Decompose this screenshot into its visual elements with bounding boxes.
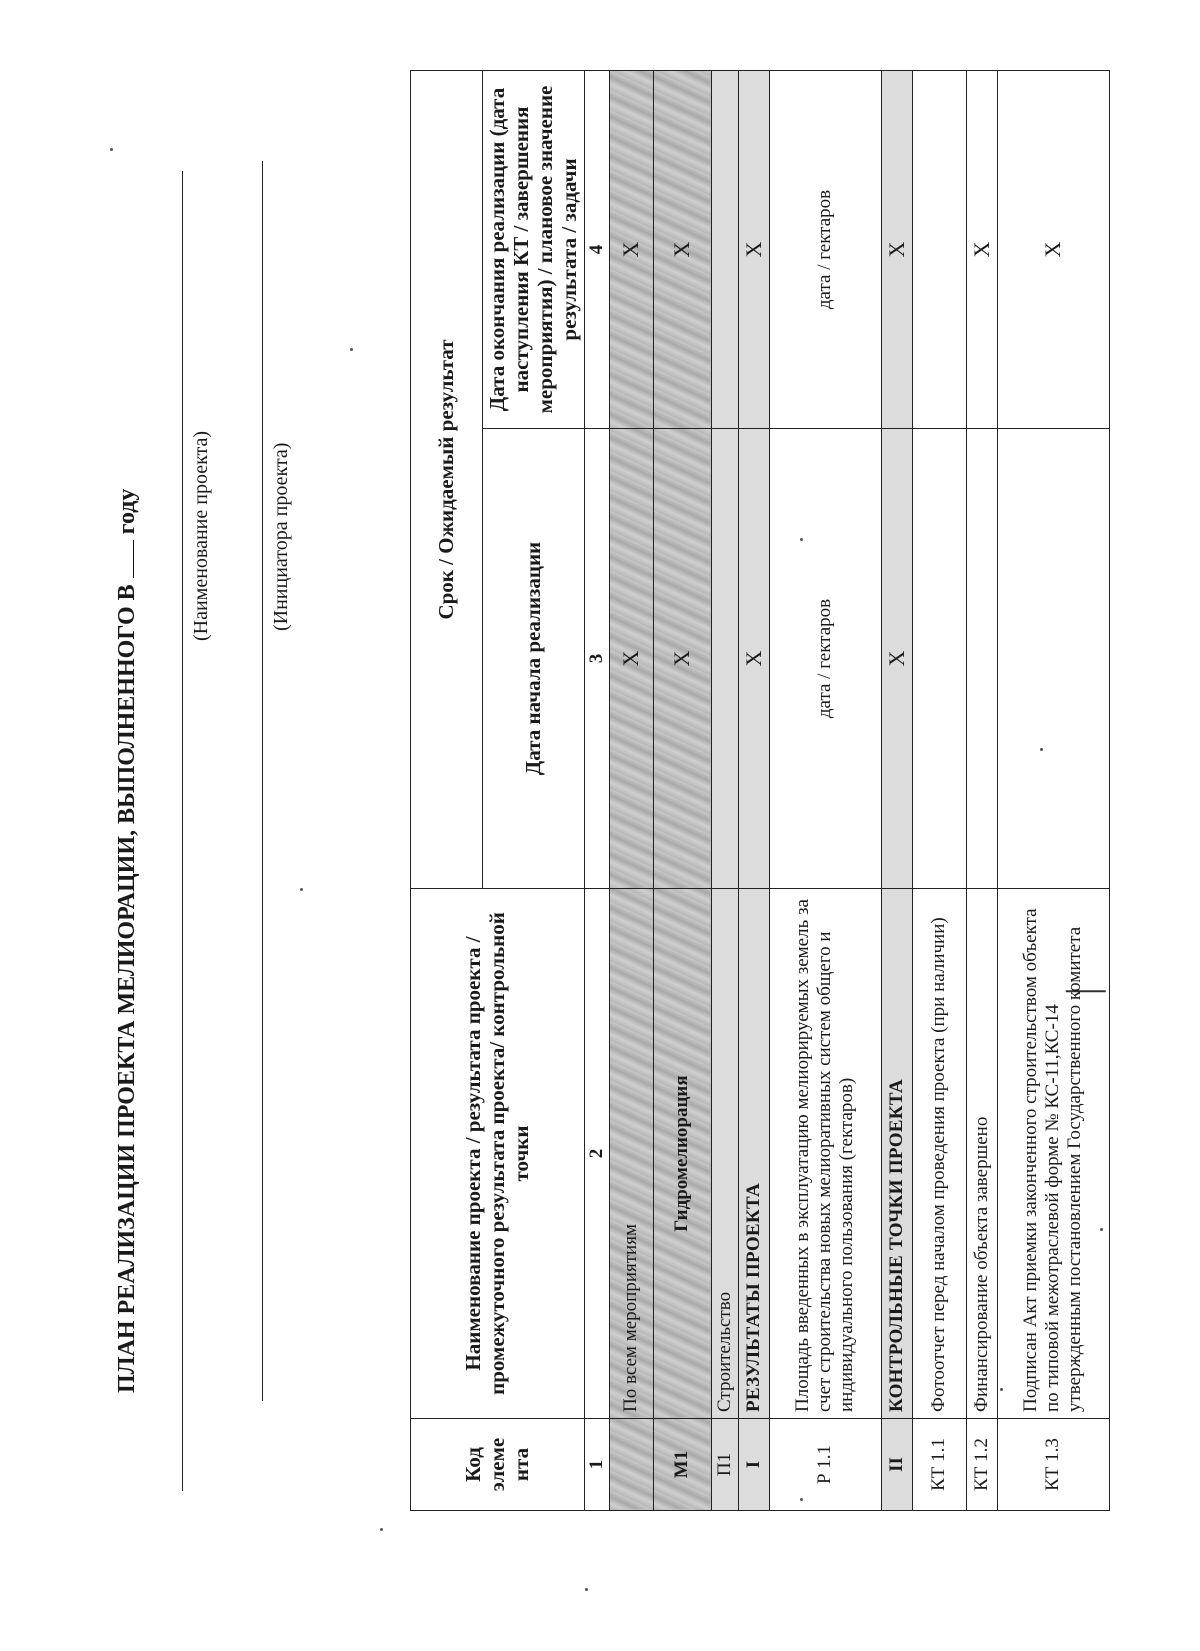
document-title [114,233,141,1393]
row-code [609,1419,653,1511]
row-code: II [881,1419,912,1511]
row-code: I [738,1419,769,1511]
table-row [609,70,653,1510]
table-row [653,70,711,1510]
row-start [912,429,966,889]
table-row [881,70,912,1510]
row-code: M1 [653,1419,711,1511]
row-name: РЕЗУЛЬТАТЫ ПРОЕКТА [738,889,769,1419]
table-row [997,70,1109,1510]
header-name: Наименование проекта / результата проекта /промежуточного результата проекта/ контрольной точки [411,889,585,1419]
row-name: Подписан Акт приемки законченного строительством объекта по типовой межотраслевой форме № КС-11,КС-14 утвержденным постановлением Государственного комитета [997,889,1109,1419]
row-name: По всем мероприятиям [609,889,653,1419]
row-code: КТ 1.2 [966,1419,997,1511]
row-start [997,429,1109,889]
scan-dot [300,888,303,891]
initiator-caption: (Инициатора проекта) [270,442,292,631]
row-start: X [738,429,769,889]
scan-dot [585,1588,588,1591]
row-start: X [653,429,711,889]
column-number: 1 [584,1419,609,1511]
row-start: дата / гектаров [769,429,881,889]
row-start [711,429,738,889]
scan-dot [350,348,353,351]
row-code: КТ 1.1 [912,1419,966,1511]
row-code: Р 1.1 [769,1419,881,1511]
row-name: Площадь введенных в эксплуатацию мелиорируемых земель за счет строительства новых мелиоративных систем общего и индивидуального пользования (гектаров) [769,889,881,1419]
row-name: Фотоотчет перед началом проведения проекта (при наличии) [912,889,966,1419]
row-end: X [653,70,711,428]
project-name-caption: (Наименование проекта) [190,430,212,641]
column-number: 3 [584,429,609,889]
title-year-word: году [114,488,140,535]
header-start: Дата начала реализации [483,429,585,889]
row-end: X [881,70,912,428]
row-end [912,70,966,428]
header-group: Срок / Ожидаемый результат [411,70,483,888]
row-code: КТ 1.3 [997,1419,1109,1511]
column-number-row [584,70,609,1510]
scan-dot [110,148,113,151]
table-row [966,70,997,1510]
title-text: ПЛАН РЕАЛИЗАЦИИ ПРОЕКТА МЕЛИОРАЦИИ, ВЫПОЛНЕННОГО В [114,584,140,1393]
table-row [769,70,881,1510]
row-end: X [966,70,997,428]
year-blank [133,540,134,578]
row-name: Финансирование объекта завершено [966,889,997,1419]
row-end: X [738,70,769,428]
row-name: Гидромелиорация [653,889,711,1419]
row-end: X [997,70,1109,428]
table-row [738,70,769,1510]
header-row [411,70,483,1510]
header-code: Код элеме нта [411,1419,585,1511]
row-end [711,70,738,428]
row-name: Строительство [711,889,738,1419]
initiator-line [262,161,263,1401]
table-row [912,70,966,1510]
header-end: Дата окончания реализации (дата наступления КТ / завершения мероприятия) / плановое значение результата / задачи [483,70,585,428]
plan-table [410,70,1110,1511]
row-start: X [609,429,653,889]
row-end: дата / гектаров [769,70,881,428]
row-start [966,429,997,889]
column-number: 4 [584,70,609,428]
row-code: П1 [711,1419,738,1511]
scan-dot [380,1528,383,1531]
row-start: X [881,429,912,889]
row-name: КОНТРОЛЬНЫЕ ТОЧКИ ПРОЕКТА [881,889,912,1419]
table-row [711,70,738,1510]
project-name-line [182,171,183,1491]
row-end: X [609,70,653,428]
column-number: 2 [584,889,609,1419]
